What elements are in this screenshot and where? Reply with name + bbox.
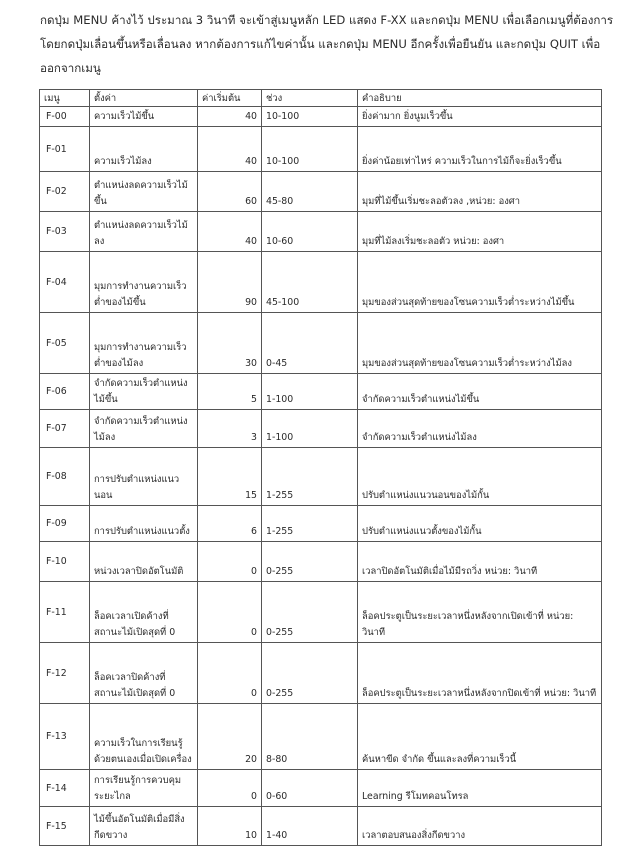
cell-range: 0-255 — [262, 582, 358, 643]
cell-default: 90 — [198, 252, 262, 313]
cell-description: มุมของส่วนสุดท้ายของโซนความเร็วต่ำระหว่างไม้ขึ้น — [358, 252, 602, 313]
cell-range: 0-255 — [262, 542, 358, 582]
cell-description: จำกัดความเร็วตำแหน่งไม้ลง — [358, 410, 602, 448]
cell-default: 6 — [198, 506, 262, 542]
cell-code: F-04 — [40, 252, 90, 313]
table-header-row — [40, 90, 602, 107]
cell-default: 60 — [198, 172, 262, 212]
cell-code: F-07 — [40, 410, 90, 448]
cell-setting: การปรับตำแหน่งแนวตั้ง — [90, 506, 198, 542]
table-row — [40, 807, 602, 846]
cell-range: 1-100 — [262, 374, 358, 410]
table-row — [40, 313, 602, 374]
cell-range: 10-60 — [262, 212, 358, 252]
settings-table — [39, 89, 602, 846]
cell-description: ค้นหาขีด จำกัด ขึ้นและลงที่ความเร็วนี้ — [358, 704, 602, 770]
cell-range: 1-100 — [262, 410, 358, 448]
header-setting: ตั้งค่า — [90, 90, 198, 107]
cell-description: ปรับตำแหน่งแนวนอนของไม้กั้น — [358, 448, 602, 506]
cell-default: 0 — [198, 542, 262, 582]
cell-range: 0-255 — [262, 643, 358, 704]
cell-default: 15 — [198, 448, 262, 506]
cell-description: เวลาตอบสนองสิ่งกีดขวาง — [358, 807, 602, 846]
cell-default: 10 — [198, 807, 262, 846]
cell-default: 30 — [198, 313, 262, 374]
cell-setting: ความเร็วไม้ขึ้น — [90, 107, 198, 127]
header-description: คำอธิบาย — [358, 90, 602, 107]
cell-description: Learning รีโมทคอนโทรล — [358, 770, 602, 807]
table-row — [40, 770, 602, 807]
table-row — [40, 252, 602, 313]
table-row — [40, 542, 602, 582]
cell-range: 45-100 — [262, 252, 358, 313]
cell-range: 45-80 — [262, 172, 358, 212]
header-range: ช่วง — [262, 90, 358, 107]
cell-code: F-06 — [40, 374, 90, 410]
cell-code: F-08 — [40, 448, 90, 506]
cell-code: F-14 — [40, 770, 90, 807]
cell-default: 40 — [198, 127, 262, 172]
cell-setting: จำกัดความเร็วตำแหน่งไม้ลง — [90, 410, 198, 448]
cell-description: ยิ่งค่าน้อยเท่าไหร่ ความเร็วในการไม้ก็จะยิ่งเร็วขึ้น — [358, 127, 602, 172]
intro-paragraph: กดปุ่ม MENU ค้างไว้ ประมาณ 3 วินาที จะเข้าสู่เมนูหลัก LED แสดง F-XX และกดปุ่ม MENU เพื่อเลือกเมนูที่ต้องการ โดยกดปุ่มเลื่อนขึ้นหรือเลื่อนลง หากต้องการแก้ไขค่านั้น และกดปุ่ม MENU อีกครั้งเพื่อยืนยัน และกดปุ่ม QUIT เพื่อออกจากเมนู — [40, 13, 614, 75]
cell-default: 0 — [198, 582, 262, 643]
header-menu: เมนู — [40, 90, 90, 107]
cell-code: F-09 — [40, 506, 90, 542]
table-row — [40, 704, 602, 770]
cell-description: เวลาปิดอัตโนมัติเมื่อไม้มีรถวิ่ง หน่วย: วินาที — [358, 542, 602, 582]
cell-setting: ล็อคเวลาเปิดค้างที่สถานะไม้เปิดสุดที่ 0 — [90, 582, 198, 643]
cell-description: จำกัดความเร็วตำแหน่งไม้ขึ้น — [358, 374, 602, 410]
cell-range: 1-255 — [262, 506, 358, 542]
cell-setting: มุมการทำงานความเร็วต่ำของไม้ขึ้น — [90, 252, 198, 313]
table-row — [40, 410, 602, 448]
cell-code: F-13 — [40, 704, 90, 770]
cell-description: มุมที่ไม้ลงเริ่มชะลอตัว หน่วย: องศา — [358, 212, 602, 252]
cell-code: F-00 — [40, 107, 90, 127]
table-row — [40, 127, 602, 172]
cell-setting: ล็อคเวลาปิดค้างที่สถานะไม้เปิดสุดที่ 0 — [90, 643, 198, 704]
cell-code: F-15 — [40, 807, 90, 846]
cell-range: 1-255 — [262, 448, 358, 506]
cell-code: F-05 — [40, 313, 90, 374]
cell-code: F-11 — [40, 582, 90, 643]
cell-setting: ตำแหน่งลดความเร็วไม้ลง — [90, 212, 198, 252]
cell-range: 0-60 — [262, 770, 358, 807]
table-row — [40, 506, 602, 542]
cell-setting: ความเร็วในการเรียนรู้ด้วยตนเองเมื่อเปิดเครื่อง — [90, 704, 198, 770]
table-row — [40, 448, 602, 506]
cell-code: F-12 — [40, 643, 90, 704]
cell-default: 20 — [198, 704, 262, 770]
cell-code: F-01 — [40, 127, 90, 172]
cell-default: 0 — [198, 643, 262, 704]
table-row — [40, 374, 602, 410]
cell-description: มุมของส่วนสุดท้ายของโซนความเร็วต่ำระหว่างไม้ลง — [358, 313, 602, 374]
cell-range: 0-45 — [262, 313, 358, 374]
cell-setting: การเรียนรู้การควบคุมระยะไกล — [90, 770, 198, 807]
cell-range: 10-100 — [262, 127, 358, 172]
cell-setting: จำกัดความเร็วตำแหน่งไม้ขึ้น — [90, 374, 198, 410]
header-default: ค่าเริ่มต้น — [198, 90, 262, 107]
cell-description: ปรับตำแหน่งแนวตั้งของไม้กั้น — [358, 506, 602, 542]
cell-default: 0 — [198, 770, 262, 807]
cell-setting: ไม้ขึ้นอัตโนมัติเมื่อมีสิ่งกีดขวาง — [90, 807, 198, 846]
cell-default: 40 — [198, 107, 262, 127]
cell-setting: มุมการทำงานความเร็วต่ำของไม้ลง — [90, 313, 198, 374]
cell-setting: หน่วงเวลาปิดอัตโนมัติ — [90, 542, 198, 582]
cell-setting: ความเร็วไม้ลง — [90, 127, 198, 172]
table-row — [40, 212, 602, 252]
table-row — [40, 582, 602, 643]
cell-range: 10-100 — [262, 107, 358, 127]
table-row — [40, 172, 602, 212]
cell-range: 8-80 — [262, 704, 358, 770]
cell-description: มุมที่ไม้ขึ้นเริ่มชะลอตัวลง ,หน่วย: องศา — [358, 172, 602, 212]
cell-setting: การปรับตำแหน่งแนวนอน — [90, 448, 198, 506]
cell-code: F-02 — [40, 172, 90, 212]
cell-default: 5 — [198, 374, 262, 410]
cell-code: F-10 — [40, 542, 90, 582]
cell-range: 1-40 — [262, 807, 358, 846]
cell-setting: ตำแหน่งลดความเร็วไม้ขึ้น — [90, 172, 198, 212]
cell-default: 3 — [198, 410, 262, 448]
cell-description: ล็อคประตูเป็นระยะเวลาหนึ่งหลังจากเปิดเข้าที่ หน่วย: วินาที — [358, 582, 602, 643]
cell-code: F-03 — [40, 212, 90, 252]
cell-default: 40 — [198, 212, 262, 252]
table-row — [40, 643, 602, 704]
cell-description: ล็อคประตูเป็นระยะเวลาหนึ่งหลังจากปิดเข้าที่ หน่วย: วินาที — [358, 643, 602, 704]
cell-description: ยิ่งค่ามาก ยิ่งนูมเร็วขึ้น — [358, 107, 602, 127]
table-row — [40, 107, 602, 127]
